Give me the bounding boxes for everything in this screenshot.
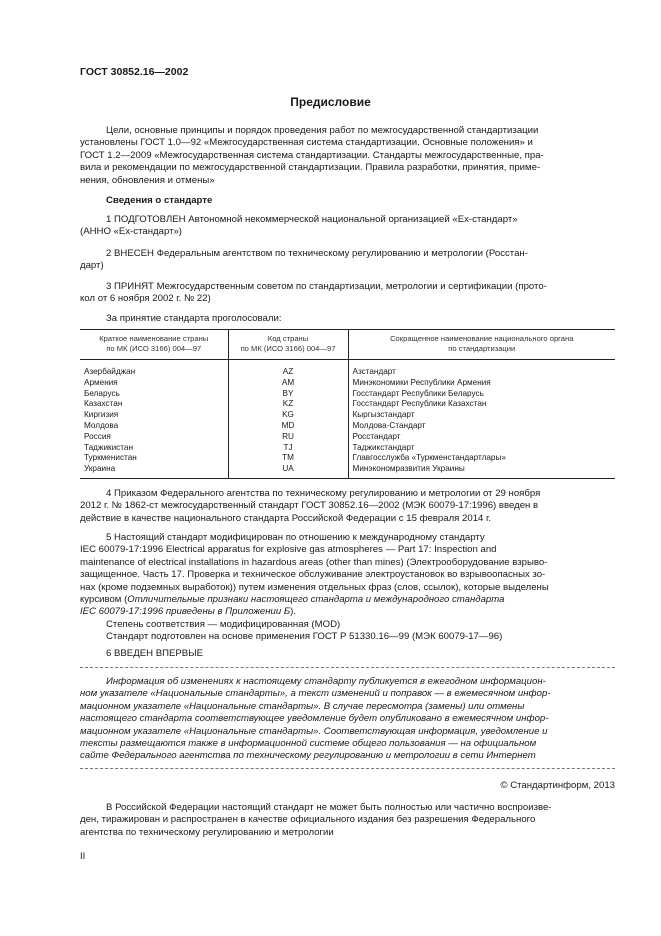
item-5-italic-text: Отличительные признаки настоящего стандарта и международного стандарта — [127, 594, 505, 606]
page-number: II — [80, 851, 86, 862]
table-row — [80, 453, 615, 464]
table-row — [80, 378, 615, 389]
legal-line: агентства по техническому регулированию и метрологии — [80, 826, 334, 838]
country-cell: Азербайджан — [84, 367, 136, 376]
item-5-line: нах (кроме подземных выработок)) путем изменения отдельных фраз (слов, ссылок), которые выделены — [80, 581, 549, 593]
notice-line: ном указателе «Национальные стандарты», а текст изменений и поправок — в ежемесячном инфор- — [80, 688, 551, 700]
item-5-line — [80, 606, 615, 618]
code-cell: RU — [228, 432, 348, 443]
intro-line: установлены ГОСТ 1.0—92 «Межгосударственная система стандартизации. Основные положения» и — [80, 137, 533, 149]
table-row — [80, 399, 615, 410]
notice-line: тексты размещаются также в информационной системе общего пользования — на официальном — [80, 738, 537, 750]
code-cell: AZ — [228, 360, 348, 378]
code-cell: AM — [228, 378, 348, 389]
notice-line: настоящего стандарта соответствующее уведомление будет опубликовано в ежемесячном инфор- — [80, 713, 549, 725]
header-line: Краткое наименование страны — [99, 334, 209, 343]
body-cell: Кыргызстандарт — [348, 410, 615, 421]
item-5-line: IEC 60079-17:1996 Electrical apparatus for explosive gas atmospheres — Part 17: Inspection and — [80, 544, 497, 556]
item-4-line: действие в качестве национального стандарта Российской Федерации с 15 февраля 2014 г. — [80, 512, 492, 524]
column-header-code — [228, 330, 348, 360]
notice-line: Информация об изменениях к настоящему стандарту публикуется в ежегодном информацион- — [106, 676, 546, 687]
copyright-notice: © Стандартинформ, 2013 — [500, 780, 615, 791]
column-header-body — [348, 330, 615, 360]
column-header-country — [80, 330, 228, 360]
item-3-line: 3 ПРИНЯТ Межгосударственным советом по стандартизации, метрологии и сертификации (прото- — [106, 281, 547, 292]
item-5-text: курсивом ( — [80, 594, 128, 606]
legal-paragraph — [80, 802, 615, 839]
vote-intro: За принятие стандарта проголосовали: — [106, 313, 282, 324]
item-6-paragraph: 6 ВВЕДЕН ВПЕРВЫЕ — [106, 648, 204, 659]
separator-line — [80, 768, 615, 769]
item-5-line: 5 Настоящий стандарт модифицирован по отношению к международному стандарту — [106, 532, 485, 543]
code-cell: TM — [228, 453, 348, 464]
item-4-line: 4 Приказом Федерального агентства по техническому регулированию и метрологии от 29 ноября — [106, 488, 541, 499]
item-2-line: 2 ВНЕСЕН Федеральным агентством по техническому регулированию и метрологии (Росстан- — [106, 248, 528, 259]
section-heading: Сведения о стандарте — [106, 195, 213, 206]
notice-line: мационном указателе «Национальные стандарты». Соответствующая информация, уведомление и — [80, 725, 548, 737]
country-cell: Беларусь — [84, 388, 120, 398]
notice-line: мационном указателе «Национальные стандарты». В случае пересмотра (замены) или отмены — [80, 700, 525, 712]
table-row — [80, 464, 615, 478]
header-line: по стандартизации — [448, 344, 516, 353]
header-line: по МК (ИСО 3166) 004—97 — [240, 344, 336, 353]
table-row — [80, 443, 615, 454]
country-cell: Молдова — [84, 420, 119, 430]
intro-line: Цели, основные принципы и порядок проведения работ по межгосударственной стандартизации — [106, 125, 539, 136]
table-row — [80, 410, 615, 421]
code-cell: UA — [228, 464, 348, 478]
item-5-italic-text: IEC 60079-17:1996 приведены в Приложении Б — [80, 606, 291, 618]
table-row — [80, 421, 615, 432]
item-5-text: ). — [290, 606, 296, 618]
item-1-paragraph — [80, 214, 615, 239]
item-5-line: maintenance of electrical installations in hazardous areas (other than mines) (Электрооборудование взрыво- — [80, 556, 548, 568]
code-cell: BY — [228, 389, 348, 400]
item-2-line: дарт) — [80, 260, 104, 272]
item-3-line: кол от 6 ноября 2002 г. № 22) — [80, 293, 211, 305]
table-row — [80, 432, 615, 443]
country-cell: Россия — [84, 431, 111, 441]
country-cell: Киргизия — [84, 410, 119, 420]
country-cell: Армения — [84, 377, 118, 387]
intro-paragraph — [80, 125, 615, 187]
code-cell: TJ — [228, 443, 348, 454]
body-cell: Госстандарт Республики Беларусь — [348, 389, 615, 400]
conformity-line: Степень соответствия — модифицированная (MOD) — [106, 618, 341, 630]
item-2-paragraph — [80, 248, 615, 273]
table-row — [80, 360, 615, 378]
intro-line: нения, обновления и отмены» — [80, 174, 215, 186]
voting-table — [80, 329, 615, 479]
document-code-header: ГОСТ 30852.16—2002 — [80, 66, 189, 78]
header-line: Код страны — [267, 334, 309, 343]
table-row — [80, 389, 615, 400]
page-title: Предисловие — [290, 95, 371, 109]
notice-line: сайте Федерального агентства по техническому регулированию и метрологии в сети Интернет — [80, 750, 536, 762]
intro-line: вила и рекомендации по межгосударственной стандартизации. Правила разработки, принятия, приме- — [80, 162, 541, 174]
country-cell: Таджикистан — [84, 442, 133, 452]
item-4-line: 2012 г. № 1862-ст межгосударственный стандарт ГОСТ 30852.16—2002 (МЭК 60079-17:1996) введен в — [80, 500, 539, 512]
item-4-paragraph — [80, 488, 615, 525]
body-cell: Молдова-Стандарт — [348, 421, 615, 432]
country-cell: Казахстан — [84, 399, 123, 409]
table-header-row — [80, 330, 615, 360]
item-5-paragraph — [80, 532, 615, 644]
separator-line — [80, 667, 615, 668]
body-cell: Госстандарт Республики Казахстан — [348, 399, 615, 410]
body-cell: Азстандарт — [348, 360, 615, 378]
item-5-line — [80, 594, 615, 606]
code-cell: KZ — [228, 399, 348, 410]
body-cell: Росстандарт — [348, 432, 615, 443]
legal-line: В Российской Федерации настоящий стандарт не может быть полностью или частично воспроизве- — [106, 802, 552, 813]
body-cell: Главгосслужба «Туркменстандартлары» — [348, 453, 615, 464]
header-line: Сокращенное наименование национального органа — [390, 334, 574, 343]
country-cell: Туркменистан — [84, 453, 137, 463]
country-cell: Украина — [80, 464, 228, 478]
item-5-line: защищенное. Часть 17. Проверка и техническое обслуживание электроустановок во взрывоопасных зо- — [80, 569, 546, 581]
item-3-paragraph — [80, 281, 615, 306]
body-cell: Минэкономики Республики Армения — [348, 378, 615, 389]
code-cell: KG — [228, 410, 348, 421]
item-1-line: (АННО «Ех-стандарт») — [80, 226, 183, 238]
code-cell: MD — [228, 421, 348, 432]
item-1-line: 1 ПОДГОТОВЛЕН Автономной некоммерческой национальной организацией «Ех-стандарт» — [106, 214, 518, 225]
body-cell: Минэкономразвития Украины — [348, 464, 615, 478]
header-line: по МК (ИСО 3166) 004—97 — [106, 344, 202, 353]
notice-paragraph — [80, 676, 615, 763]
basis-line: Стандарт подготовлен на основе применения ГОСТ Р 51330.16—99 (МЭК 60079-17—96) — [106, 631, 503, 643]
intro-line: ГОСТ 1.2—2009 «Межгосударственная система стандартизации. Стандарты межгосударственные, пра- — [80, 149, 544, 161]
body-cell: Таджикстандарт — [348, 443, 615, 454]
legal-line: ден, тиражирован и распространен в качестве официального издания без разрешения Федерального — [80, 814, 536, 826]
